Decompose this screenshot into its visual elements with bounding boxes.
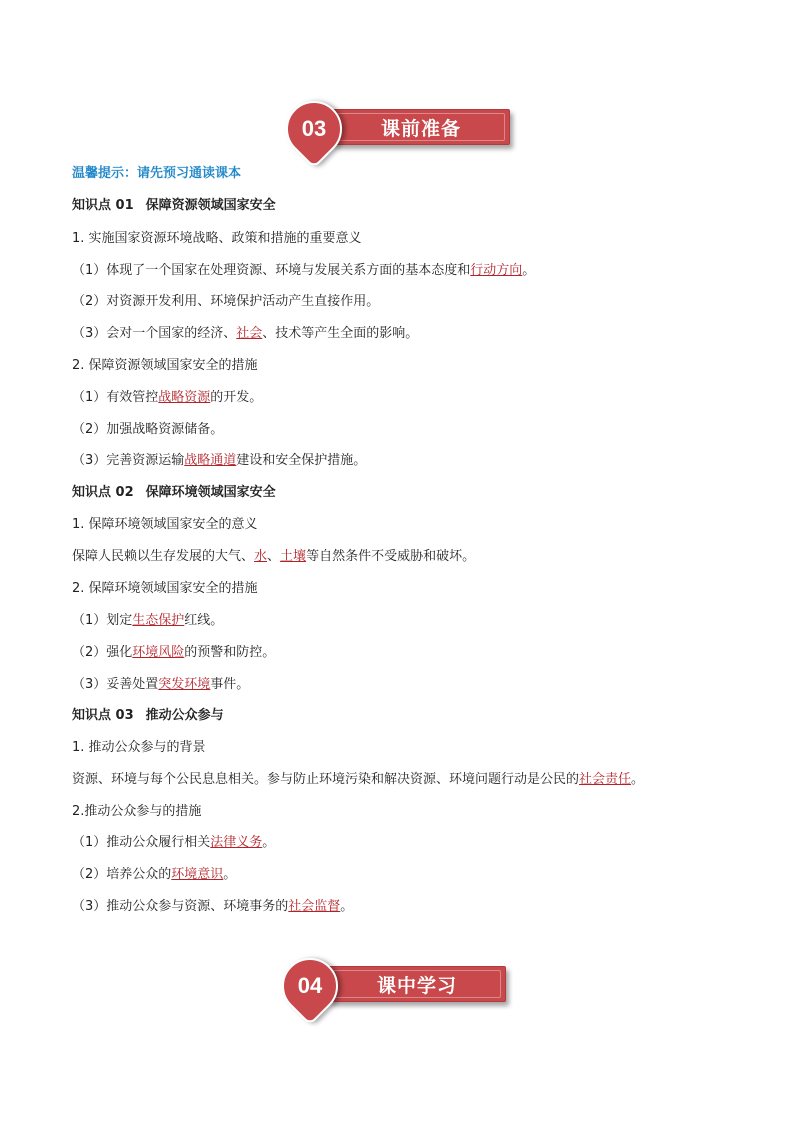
text: 建设和安全保护措施。 [236, 453, 367, 468]
subheading: 2. 保障资源领域国家安全的措施 [72, 358, 258, 373]
text: 。 [631, 772, 645, 787]
knowledge-point-heading [72, 707, 224, 725]
text: 资源、环境与每个公民息息相关。参与防止环境污染和解决资源、环境问题行动是公民的 [72, 772, 580, 787]
subheading: 2.推动公众参与的措施 [72, 804, 202, 819]
list-item [72, 898, 353, 916]
text: （3）会对一个国家的经济、 [72, 326, 237, 341]
text: （1）体现了一个国家在处理资源、环境与发展关系方面的基本态度和 [72, 263, 471, 278]
knowledge-point-label: 知识点 03 [72, 708, 134, 723]
section-title: 课前准备 [380, 117, 461, 140]
list-item [72, 866, 236, 884]
list-item [72, 389, 262, 407]
knowledge-point-title: 保障资源领域国家安全 [145, 198, 276, 213]
answer-text: 社会监督 [288, 899, 341, 914]
text: 的预警和防控。 [184, 645, 276, 660]
answer-text: 战略通道 [184, 453, 237, 468]
knowledge-point-label: 知识点 01 [72, 198, 134, 213]
list-item: （2）加强战略资源储备。 [72, 422, 224, 437]
knowledge-point-heading [72, 484, 276, 502]
subheading: 1. 保障环境领域国家安全的意义 [72, 517, 258, 532]
text: （1）有效管控 [72, 390, 159, 405]
text: （1）推动公众履行相关 [72, 835, 211, 850]
text: （3）推动公众参与资源、环境事务的 [72, 899, 289, 914]
answer-text: 社会 [236, 326, 263, 341]
section-badge-03 [286, 101, 536, 153]
list-item [72, 262, 535, 280]
list-item [72, 612, 223, 630]
list-item [72, 644, 275, 662]
list-item [72, 771, 644, 789]
reading-tip: 温馨提示：请先预习通读课本 [72, 166, 242, 181]
knowledge-point-heading [72, 197, 276, 215]
answer-text: 土壤 [280, 549, 307, 564]
text: 。 [340, 899, 354, 914]
text: （3）完善资源运输 [72, 453, 185, 468]
text: 。 [522, 263, 536, 278]
text: 、技术等产生全面的影响。 [262, 326, 419, 341]
list-item [72, 325, 418, 343]
answer-text: 法律义务 [210, 835, 263, 850]
list-item [72, 548, 475, 566]
answer-text: 社会责任 [579, 772, 632, 787]
text: （3）妥善处置 [72, 677, 159, 692]
subheading: 1. 推动公众参与的背景 [72, 740, 206, 755]
section-badge-04 [282, 958, 532, 1010]
text: （1）划定 [72, 613, 133, 628]
knowledge-point-title: 保障环境领域国家安全 [145, 485, 276, 500]
text: 、 [267, 549, 281, 564]
text: 的开发。 [210, 390, 263, 405]
subheading: 2. 保障环境领域国家安全的措施 [72, 581, 258, 596]
list-item [72, 452, 366, 470]
knowledge-point-label: 知识点 02 [72, 485, 134, 500]
text: 保障人民赖以生存发展的大气、 [72, 549, 255, 564]
answer-text: 行动方向 [470, 263, 523, 278]
answer-text: 环境风险 [132, 645, 185, 660]
subheading: 1. 实施国家资源环境战略、政策和措施的重要意义 [72, 231, 362, 246]
section-number: 04 [297, 973, 323, 998]
list-item [72, 676, 249, 694]
list-item: （2）对资源开发利用、环境保护活动产生直接作用。 [72, 294, 380, 309]
text: 。 [262, 835, 276, 850]
section-number: 03 [301, 116, 327, 141]
text: 红线。 [184, 613, 224, 628]
answer-text: 环境意识 [171, 867, 224, 882]
answer-text: 战略资源 [158, 390, 211, 405]
text: 。 [223, 867, 237, 882]
section-title-tab [332, 109, 510, 145]
text: 等自然条件不受威胁和破坏。 [306, 549, 476, 564]
knowledge-point-title: 推动公众参与 [145, 708, 224, 723]
answer-text: 水 [254, 549, 268, 564]
answer-text: 突发环境 [158, 677, 211, 692]
text: （2）强化 [72, 645, 133, 660]
answer-text: 生态保护 [132, 613, 185, 628]
section-title-tab [328, 966, 506, 1002]
section-title: 课中学习 [376, 974, 457, 997]
text: 事件。 [210, 677, 250, 692]
list-item [72, 834, 275, 852]
text: （2）培养公众的 [72, 867, 172, 882]
